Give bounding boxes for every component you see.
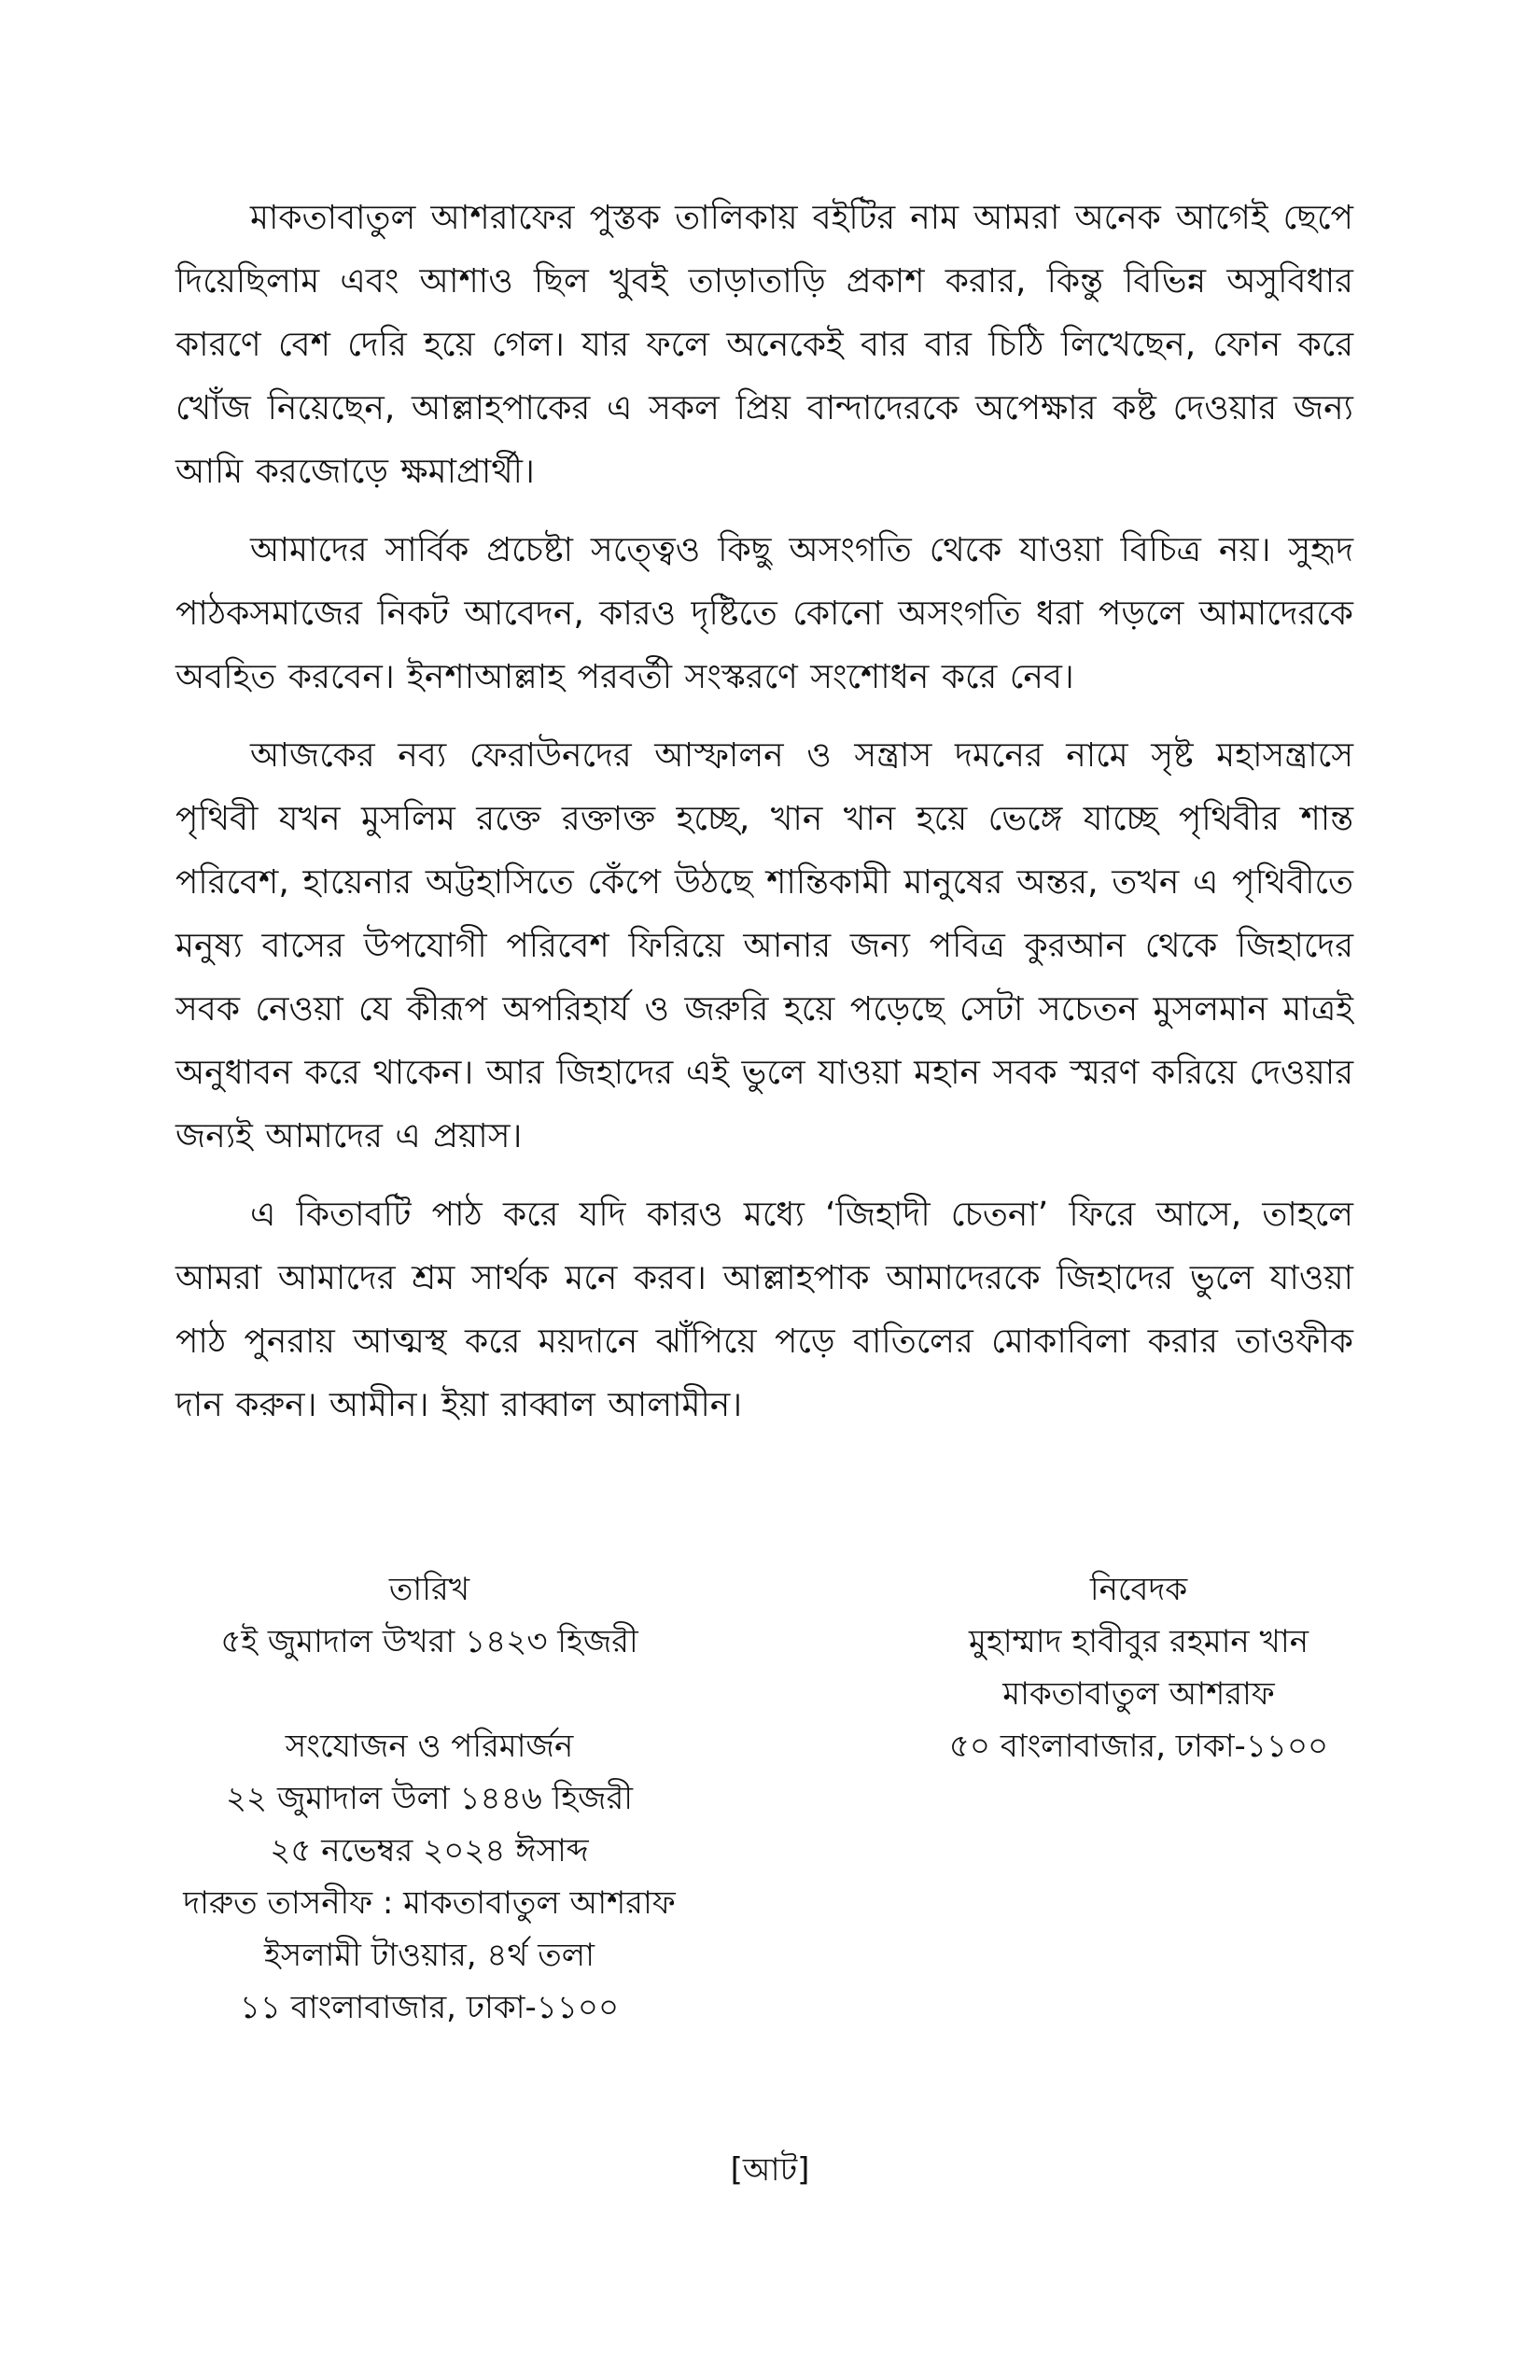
date-value: ৫ই জুমাদাল উখরা ১৪২৩ হিজরী: [220, 1623, 638, 1660]
preface-body: [175, 187, 1353, 1452]
page-number: [আট]: [730, 2151, 810, 2189]
paragraph-prayer: এ কিতাবটি পাঠ করে যদি কারও মধ্যে ‘জিহাদী চেতনা’ ফিরে আসে, তাহলে আমরা আমাদের শ্রম সার্থক মনে করব। আল্লাহপাক আমাদেরকে জিহাদের ভুলে যাওয়া পাঠ পুনরায় আত্মস্থ করে ময়দানে ঝাঁপিয়ে পড়ে বাতিলের মোকাবিলা করার তাওফীক দান করুন। আমীন। ইয়া রাব্বাল আলামীন।: [175, 1196, 1353, 1424]
revision-label: সংযোজন ও পরিমার্জন: [285, 1728, 574, 1765]
paragraph-purpose: আজকের নব্য ফেরাউনদের আস্ফালন ও সন্ত্রাস দমনের নামে সৃষ্ট মহাসন্ত্রাসে পৃথিবী যখন মুসলিম রক্তে রক্তাক্ত হচ্ছে, খান খান হয়ে ভেঙ্গে যাচ্ছে পৃথিবীর শান্ত পরিবেশ, হায়েনার অট্টহাসিতে কেঁপে উঠছে শান্তিকামী মানুষের অন্তর, তখন এ পৃথিবীতে মনুষ্য বাসের উপযোগী পরিবেশ ফিরিয়ে আনার জন্য পবিত্র কুরআন থেকে জিহাদের সবক নেওয়া যে কীরূপ অপরিহার্য ও জরুরি হয়ে পড়েছে সেটা সচেতন মুসলমান মাত্রই অনুধাবন করে থাকেন। আর জিহাদের এই ভুলে যাওয়া মহান সবক স্মরণ করিয়ে দেওয়ার জন্যই আমাদের এ প্রয়াস।: [175, 736, 1353, 1155]
signature-label: নিবেদক: [1089, 1571, 1188, 1608]
paragraph-apology: মাকতাবাতুল আশরাফের পুস্তক তালিকায় বইটির নাম আমরা অনেক আগেই ছেপে দিয়েছিলাম এবং আশাও ছিল খুবই তাড়াতাড়ি প্রকাশ করার, কিন্তু বিভিন্ন অসুবিধার কারণে বেশ দেরি হয়ে গেল। যার ফলে অনেকেই বার বার চিঠি লিখেছেন, ফোন করে খোঁজ নিয়েছেন, আল্লাহপাকের এ সকল প্রিয় বান্দাদেরকে অপেক্ষার কষ্ট দেওয়ার জন্য আমি করজোড়ে ক্ষমাপ্রার্থী।: [175, 199, 1353, 491]
publisher-name: মাকতাবাতুল আশরাফ: [1002, 1675, 1275, 1713]
revision-gregorian-date: ২৫ নভেম্বর ২০২৪ ঈসাব্দ: [270, 1832, 589, 1869]
office-address: ১১ বাংলাবাজার, ঢাকা-১১০০: [239, 1989, 620, 2026]
author-signature-block: [877, 1563, 1400, 1772]
office-name: দারুত তাসনীফ : মাকতাবাতুল আশরাফ: [183, 1884, 676, 1922]
revision-hijri-date: ২২ জুমাদাল উলা ১৪৪৬ হিজরী: [225, 1780, 634, 1817]
spacer: [140, 1668, 719, 1720]
publisher-address: ৫০ বাংলাবাজার, ঢাকা-১১০০: [948, 1728, 1329, 1765]
paragraph-corrections: আমাদের সার্বিক প্রচেষ্টা সত্ত্বেও কিছু অসংগতি থেকে যাওয়া বিচিত্র নয়। সুহৃদ পাঠকসমাজের নিকট আবেদন, কারও দৃষ্টিতে কোনো অসংগতি ধরা পড়লে আমাদেরকে অবহিত করবেন। ইনশাআল্লাহ পরবর্তী সংস্করণে সংশোধন করে নেব।: [175, 531, 1353, 696]
date-block: [140, 1563, 719, 2034]
date-label: তারিখ: [388, 1571, 470, 1608]
building-name: ইসলামী টাওয়ার, ৪র্থ তলা: [264, 1937, 595, 1974]
author-name: মুহাম্মাদ হাবীবুর রহমান খান: [968, 1623, 1309, 1660]
